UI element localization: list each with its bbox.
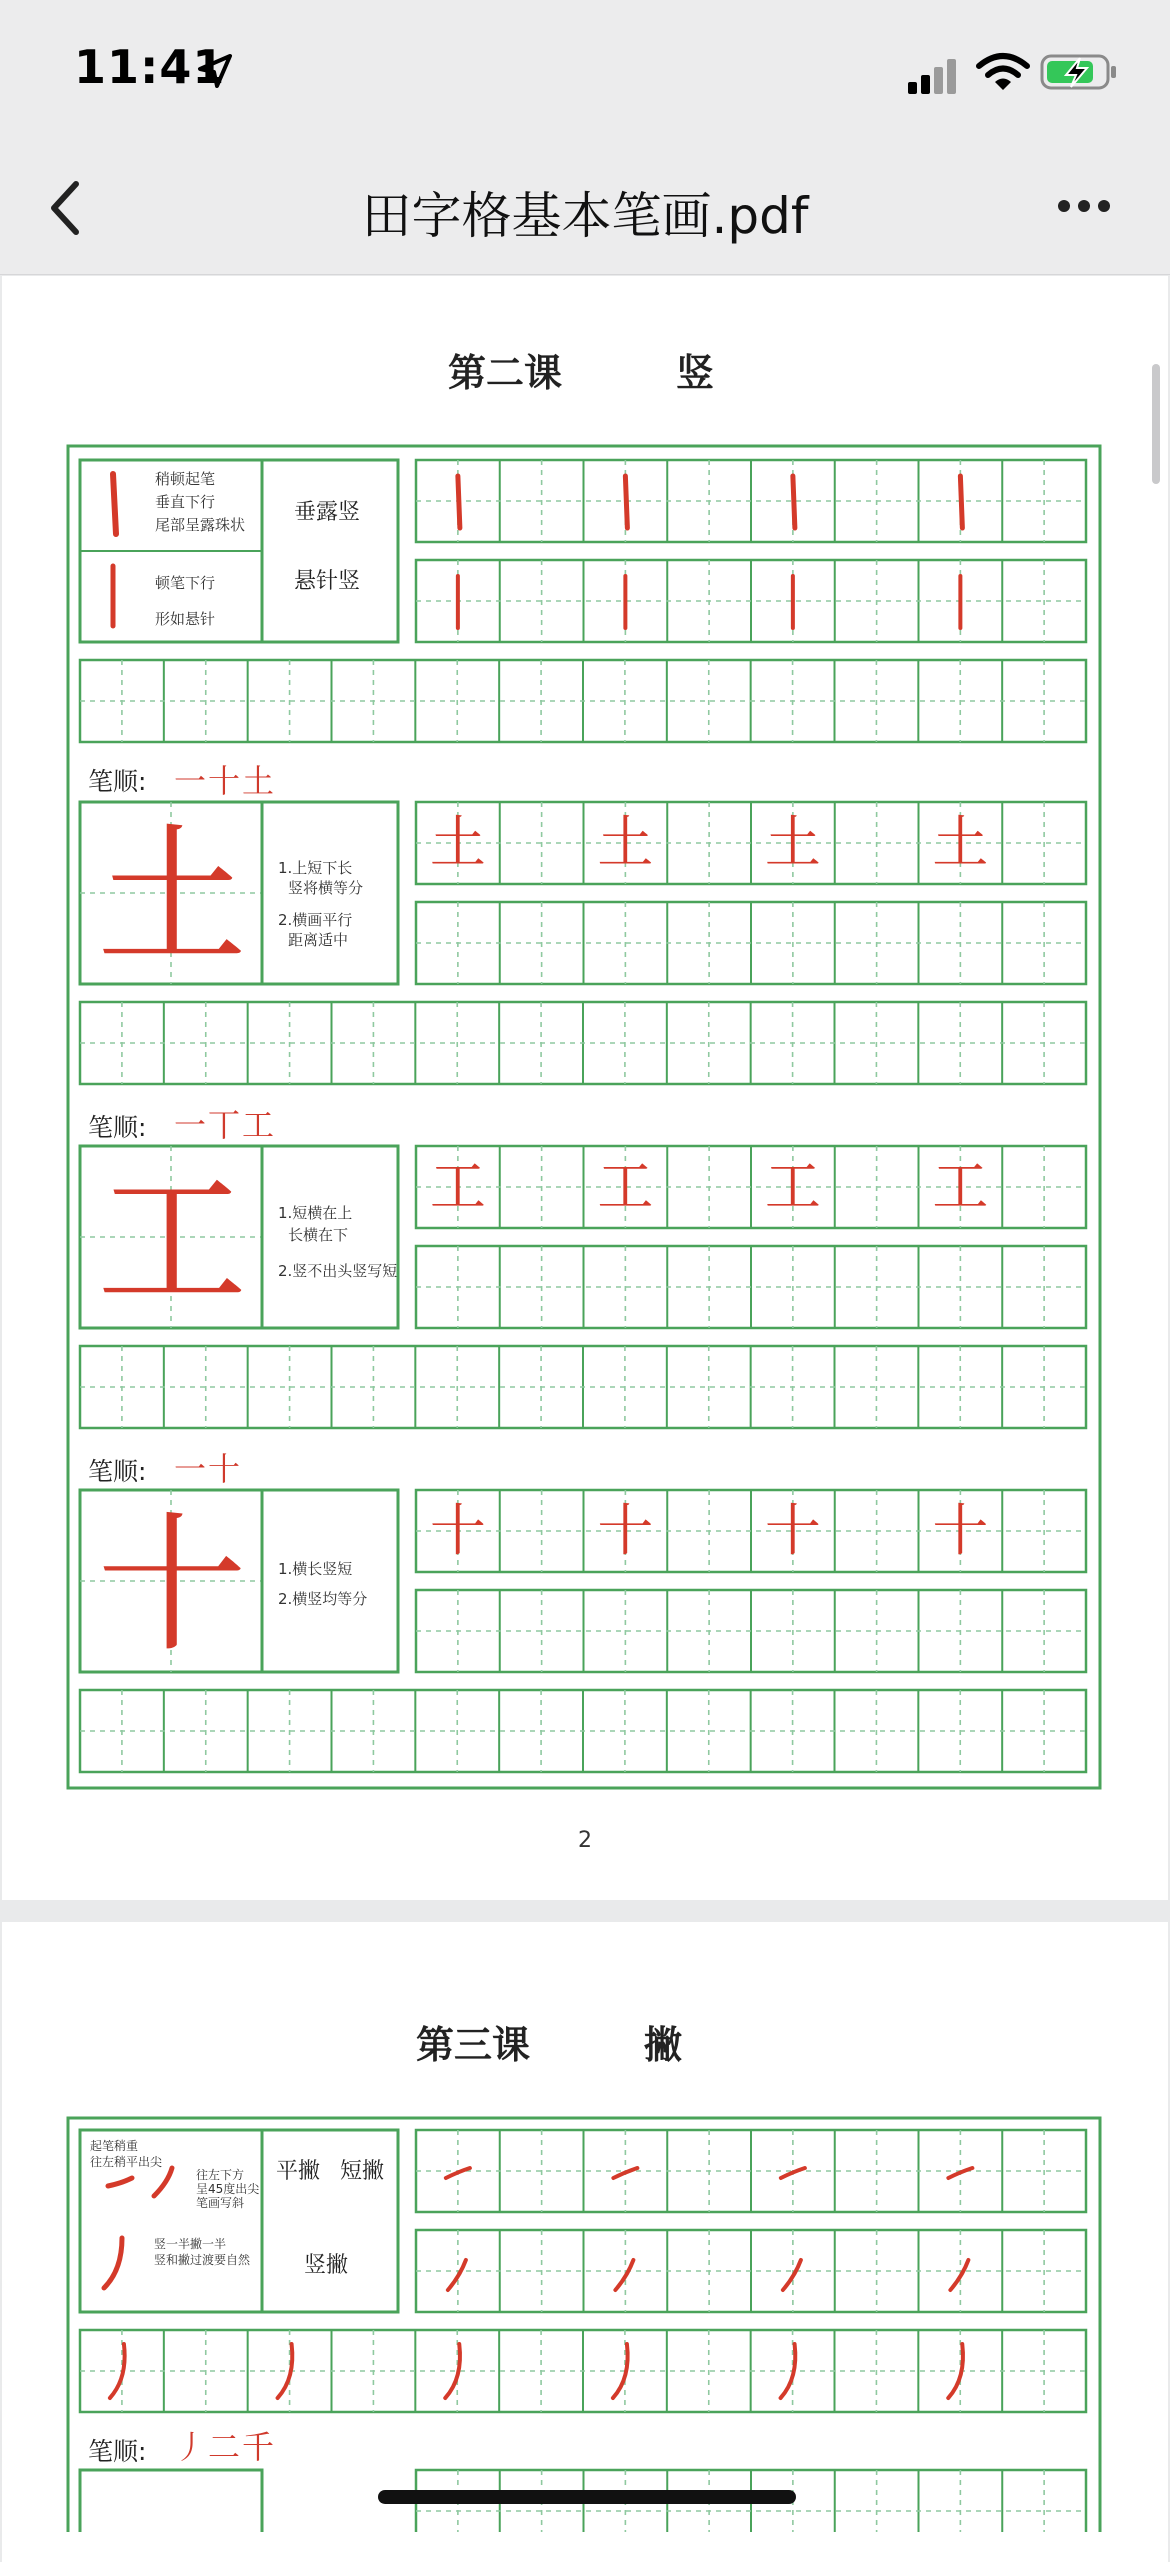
practice-sample-character: 十: [764, 1499, 821, 1564]
intro-notes-mid: [196, 2168, 259, 2210]
stroke-sample-pie: [154, 2168, 172, 2196]
note-line: 稍顿起笔: [155, 470, 216, 488]
note-line: 形如悬针: [155, 610, 216, 628]
note-line: 呈45度出尖: [196, 2182, 260, 2196]
stroke-name-a: 垂露竖: [294, 500, 361, 525]
note-line: 竖一半撇一半: [154, 2237, 227, 2251]
practice-sample-character: 十: [932, 1499, 989, 1564]
model-character: 工: [96, 1155, 247, 1329]
practice-sample-character: 工: [597, 1155, 654, 1220]
note-line: 2.横竖均等分: [278, 1590, 368, 1608]
note-line: 顿笔下行: [155, 574, 216, 592]
note-line: 尾部呈露珠状: [155, 516, 246, 534]
note-line: 1.上短下长: [278, 859, 353, 877]
stroke-sample-pie: [613, 2168, 637, 2178]
stroke-title: 撇: [644, 2023, 683, 2067]
note-line: 往左下方: [196, 2168, 245, 2182]
stroke-sample-pie: [948, 2168, 972, 2178]
stroke-order-sequence: 一十土: [174, 762, 277, 800]
practice-sample-character: 土: [597, 811, 654, 876]
model-box: [80, 2470, 262, 2532]
note-line: 2.竖不出头竖写短: [278, 1262, 398, 1280]
practice-sample-character: 土: [429, 811, 486, 876]
practice-sample-character: 土: [932, 811, 989, 876]
note-line: 距离适中: [288, 931, 349, 949]
stroke-name-b: 悬针竖: [294, 569, 361, 594]
note-line: 起笔稍重: [90, 2139, 139, 2153]
lesson-title: 第三课: [416, 2023, 531, 2067]
stroke-sample-pie: [781, 2168, 805, 2178]
stroke-sample-pie: [615, 2260, 633, 2290]
stroke-order-sequence: 一丅工: [174, 1106, 277, 1144]
note-line: 1.横长竖短: [278, 1560, 353, 1578]
stroke-sample-pie: [446, 2168, 470, 2178]
practice-sample-character: 工: [764, 1155, 821, 1220]
practice-sample-character: 工: [429, 1155, 486, 1220]
intro-notes-top: [90, 2138, 162, 2170]
stroke-name-c: 竖撇: [304, 2253, 349, 2278]
model-character: 十: [96, 1499, 247, 1673]
stroke-order-sequence: 丿二千: [174, 2428, 277, 2466]
document-title: 田字格基本笔画.pdf: [361, 187, 809, 245]
note-line: 竖将横等分: [288, 879, 364, 897]
note-line: 2.横画平行: [278, 911, 353, 929]
intro-notes-bottom: [154, 2236, 250, 2268]
scroll-indicator[interactable]: [1152, 364, 1160, 484]
practice-sample-character: 十: [597, 1499, 654, 1564]
note-line: 笔画写斜: [196, 2196, 245, 2210]
stroke-order-sequence: 一十: [174, 1450, 243, 1488]
stroke-sample-pie: [108, 2178, 132, 2186]
model-character: 土: [96, 811, 247, 985]
home-indicator: [378, 2490, 796, 2504]
stroke-sample-pie: [104, 2238, 122, 2288]
stroke-name-b: 短撇: [340, 2159, 385, 2184]
stroke-order-label: 笔顺:: [88, 1113, 147, 1142]
stroke-sample-pie: [783, 2260, 801, 2290]
stroke-sample-pie: [448, 2260, 466, 2290]
note-line: 1.短横在上: [278, 1204, 353, 1222]
stroke-sample-pie: [950, 2260, 968, 2290]
stroke-order-label: 笔顺:: [88, 1457, 147, 1486]
note-line: 垂直下行: [155, 493, 216, 511]
note-line: 长横在下: [288, 1226, 349, 1244]
page-number: 2: [578, 1828, 592, 1853]
practice-sample-character: 十: [429, 1499, 486, 1564]
status-time: 11:41: [74, 40, 226, 94]
practice-sample-character: 土: [764, 811, 821, 876]
note-line: 往左稍平出尖: [90, 2155, 163, 2169]
practice-sample-character: 工: [932, 1155, 989, 1220]
stroke-name-a: 平撇: [276, 2159, 321, 2184]
stroke-order-label: 笔顺:: [88, 767, 147, 796]
stroke-title: 竖: [676, 351, 715, 395]
stroke-order-label: 笔顺:: [88, 2437, 147, 2466]
note-line: 竖和撇过渡要自然: [154, 2253, 251, 2267]
lesson-title: 第二课: [448, 351, 563, 395]
